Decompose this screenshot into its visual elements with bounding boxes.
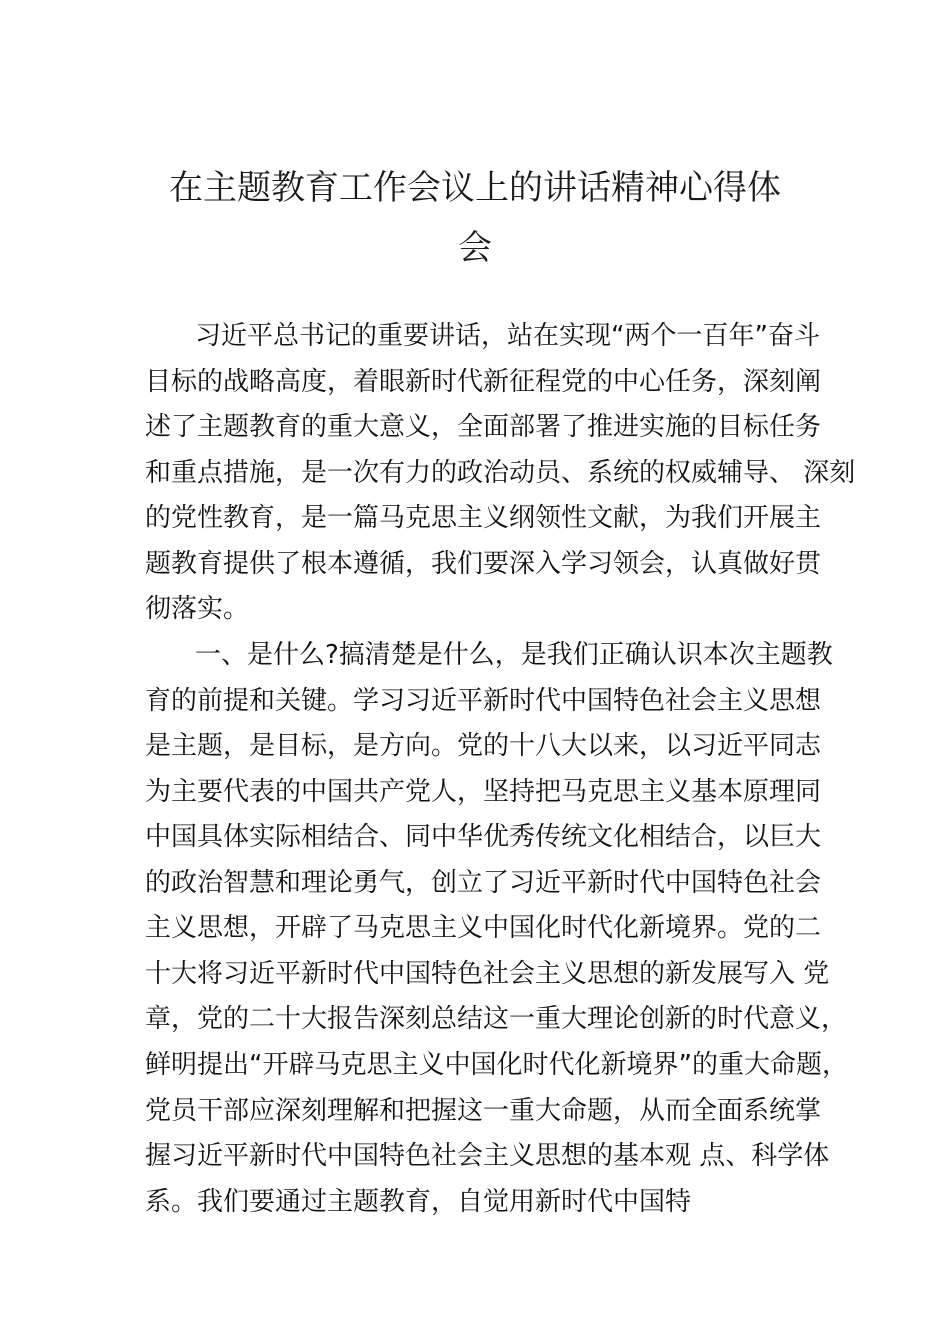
document-title-line-2: 会: [458, 228, 492, 268]
paragraph-line: 章，党的二十大报告深刻总结这一重大理论创新的时代意义，: [145, 1004, 848, 1034]
paragraph-line: 十大将习近平新时代中国特色社会主义思想的新发展写入 党: [145, 959, 830, 989]
paragraph-line: 中国具体实际相结合、同中华优秀传统文化相结合，以巨大: [145, 822, 822, 852]
paragraph-line: 彻落实。: [145, 594, 250, 624]
paragraph-line: 和重点措施，是一次有力的政治动员、系统的权威辅导、 深刻: [145, 458, 856, 488]
paragraph-line: 育的前提和关键。学习习近平新时代中国特色社会主义思想: [145, 686, 822, 716]
paragraph-line: 目标的战略高度，着眼新时代新征程党的中心任务，深刻阐: [145, 367, 822, 397]
paragraph-line: 述了主题教育的重大意义，全面部署了推进实施的目标任务: [145, 412, 822, 442]
paragraph-line: 的政治智慧和理论勇气，创立了习近平新时代中国特色社会: [145, 868, 822, 898]
document-title-line-1: 在主题教育工作会议上的讲话精神心得体: [169, 168, 781, 208]
paragraph-line: 为主要代表的中国共产党人，坚持把马克思主义基本原理同: [145, 777, 822, 807]
paragraph-line: 习近平总书记的重要讲话，站在实现“两个一百年”奋斗: [195, 321, 820, 351]
paragraph-line: 是主题，是目标，是方向。党的十八大以来，以习近平同志: [145, 731, 822, 761]
paragraph-line: 题教育提供了根本遵循，我们要深入学习领会，认真做好贯: [145, 549, 822, 579]
paragraph-line: 系。我们要通过主题教育，自觉用新时代中国特: [145, 1187, 692, 1217]
paragraph-line: 党员干部应深刻理解和把握这一重大命题，从而全面系统掌: [145, 1096, 822, 1126]
paragraph-line: 鲜明提出“开辟马克思主义中国化时代化新境界”的重大命题，: [145, 1050, 848, 1080]
paragraph-line: 一、是什么?搞清楚是什么，是我们正确认识本次主题教: [195, 640, 833, 670]
paragraph-line: 握习近平新时代中国特色社会主义思想的基本观 点、科学体: [145, 1141, 830, 1171]
paragraph-line: 的党性教育，是一篇马克思主义纲领性文献，为我们开展主: [145, 503, 822, 533]
paragraph-line: 主义思想，开辟了马克思主义中国化时代化新境界。党的二: [145, 913, 822, 943]
